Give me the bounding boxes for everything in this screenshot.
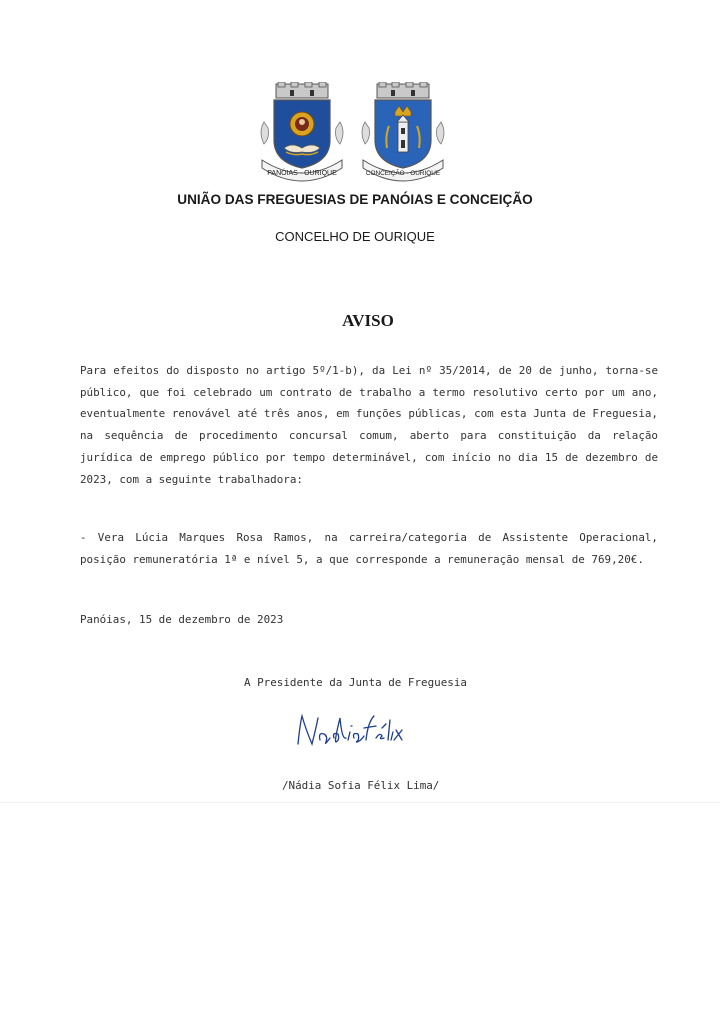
- notice-paragraph-1: Para efeitos do disposto no artigo 5º/1-b), da Lei nº 35/2014, de 20 de junho, torna-se público, que foi celebrado um contrato de trabalho a termo resolutivo certo por um ano, eventualmente renovável até três anos, em funções públicas, com esta Junta de Freguesia, na sequência de procedimento concursal comum, aberto para constituição da relação jurídica de emprego público por tempo determinável, com início no dia 15 de dezembro de 2023, com a seguinte trabalhadora:: [80, 364, 658, 486]
- conceicao-crest: [357, 82, 449, 182]
- signatory-role: A Presidente da Junta de Freguesia: [244, 676, 467, 689]
- crests: [0, 82, 720, 190]
- organization-title: UNIÃO DAS FREGUESIAS DE PANÓIAS E CONCEIÇÃO: [177, 192, 533, 207]
- page-fold-line: [0, 802, 720, 803]
- place-date: Panóias, 15 de dezembro de 2023: [80, 613, 284, 626]
- signatory-name: /Nádia Sofia Félix Lima/: [282, 779, 440, 792]
- municipality-title: CONCELHO DE OURIQUE: [275, 229, 435, 244]
- conceicao-motto: CONCEIÇÃO - OURIQUE: [365, 170, 441, 177]
- panoias-crest: [256, 82, 348, 182]
- panoias-motto: PANÓIAS - OURIQUE: [267, 170, 337, 177]
- notice-paragraph-2: - Vera Lúcia Marques Rosa Ramos, na carreira/categoria de Assistente Operacional, posição remuneratória 1ª e nível 5, a que corresponde a remuneração mensal de 769,20€.: [80, 531, 658, 566]
- notice-heading: AVISO: [342, 311, 394, 330]
- handwritten-signature: [294, 710, 404, 754]
